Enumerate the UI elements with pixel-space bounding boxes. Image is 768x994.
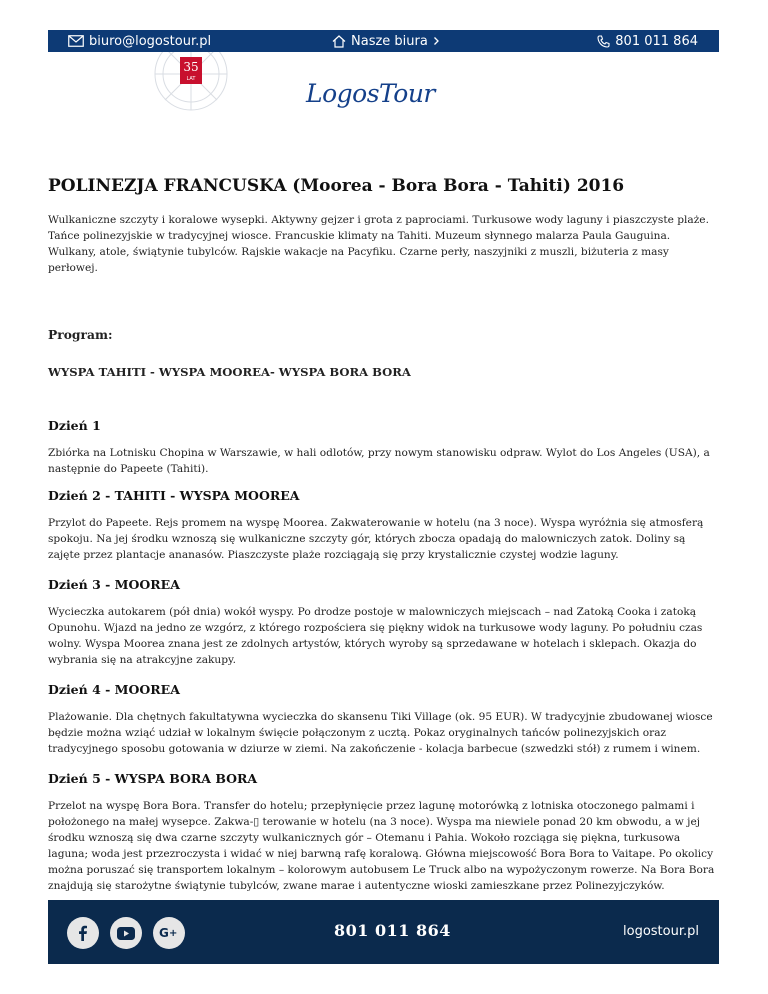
day-text: Plażowanie. Dla chętnych fakultatywna wycieczka do skansenu Tiki Village (ok. 95 EUR). W tradycyjnie zbudowanej wiosce będzie można wziąć udział w lokalnym święcie połączonym z ucztą. Pokaz oryginalnych tańców polinezyjskich oraz tradycyjnego sposobu gotowania w dziurze w ziemi. Na zakończenie - kolacja barbecue (szwedzki stół) z rumem i winem. bbox=[48, 711, 713, 755]
footer-phone[interactable]: 801 011 864 bbox=[334, 921, 451, 940]
intro-paragraph: Wulkaniczne szczyty i koralowe wysepki. Aktywny gejzer i grota z paprociami. Turkusowe wody laguny i piaszczyste plaże. Tańce polinezyjskie w tradycyjnej wiosce. Francuskie klimaty na Tahiti. Muzeum słynnego malarza Paula Gauguina. Wulkany, atole, świątynie tubylców. Rajskie wakacje na Pacyfiku. Czarne perły, naszyjniki z muszli, biżuteria z masy perłowej. bbox=[48, 214, 709, 274]
footer-bar bbox=[48, 900, 719, 964]
day-title: Dzień 3 - MOOREA bbox=[48, 577, 180, 592]
offices-text: Nasze biura bbox=[351, 33, 428, 49]
program-subtitle: WYSPA TAHITI - WYSPA MOOREA- WYSPA BORA BORA bbox=[48, 365, 411, 379]
email-text: biuro@logostour.pl bbox=[89, 33, 212, 49]
badge-number: 35 bbox=[183, 60, 199, 74]
facebook-icon[interactable] bbox=[67, 917, 99, 949]
day-section bbox=[48, 418, 720, 477]
day-text: Przylot do Papeete. Rejs promem na wyspę Moorea. Zakwaterowanie w hotelu (na 3 noce). Wyspa wyróżnia się atmosferą spokoju. Na jej środku wznoszą się wulkaniczne szczyty gór, których zbocza opadają do malowniczych zatok. Doliny są zajęte przez plantacje ananasów. Piaszczyste plaże rozciągają się przy krystalicznie czystej wodzie laguny. bbox=[48, 517, 704, 561]
page-title: POLINEZJA FRANCUSKA (Moorea - Bora Bora - Tahiti) 2016 bbox=[48, 176, 625, 196]
home-icon bbox=[332, 35, 346, 48]
logostour-logo[interactable] bbox=[302, 74, 435, 112]
day-section bbox=[48, 771, 720, 894]
youtube-icon[interactable] bbox=[110, 917, 142, 949]
email-link[interactable] bbox=[68, 34, 211, 49]
day-section bbox=[48, 577, 720, 668]
phone-link[interactable] bbox=[597, 34, 698, 49]
svg-text:G: G bbox=[159, 926, 169, 940]
footer-website-link[interactable]: logostour.pl bbox=[623, 924, 699, 939]
day-section bbox=[48, 682, 720, 757]
day-title: Dzień 1 bbox=[48, 418, 101, 433]
badge-label: LAT bbox=[186, 76, 196, 82]
day-title: Dzień 2 - TAHITI - WYSPA MOOREA bbox=[48, 488, 300, 503]
chevron-right-icon bbox=[433, 36, 440, 46]
google-plus-icon[interactable] bbox=[153, 917, 185, 949]
offices-link[interactable] bbox=[332, 34, 440, 49]
day-title: Dzień 5 - WYSPA BORA BORA bbox=[48, 771, 258, 786]
phone-icon bbox=[597, 35, 610, 48]
day-section bbox=[48, 488, 720, 563]
program-label: Program: bbox=[48, 327, 113, 342]
svg-text:+: + bbox=[169, 928, 178, 939]
day-text: Przelot na wyspę Bora Bora. Transfer do hotelu; przepłynięcie przez lagunę motorówką z lotniska otoczonego palmami i położonego na małej wysepce. Zakwa-▯ terowanie w hotelu (na 3 noce). Wyspa ma niewiele ponad 20 km obwodu, a w jej środku wznoszą się dwa czarne szczyty wulkanicznych gór – Otemanu i Pahia. Wokoło rozciąga się piękna, turkusowa laguna; woda jest przezroczysta i widać w niej barwną rafę koralową. Główna miejscowość Bora Bora to Vaitape. Po okolicy można poruszać się transportem lokalnym – kolorowym autobusem Le Truck albo na wypożyczonym rowerze. Na Bora Bora znajdują się starożytne świątynie tubylców, zwane marae i autentyczne wioski zamieszkane przez Polinezyjczyków. bbox=[48, 800, 715, 892]
day-text: Wycieczka autokarem (pół dnia) wokół wyspy. Po drodze postoje w malowniczych miejscach – nad Zatoką Cooka i zatoką Opunohu. Wjazd na jedno ze wzgórz, z którego rozpościera się piękny widok na turkusowe wody laguny. Po południu czas wolny. Wyspa Moorea znana jest ze zdolnych artystów, których wyroby są sprzedawane w hotelach i sklepach. Okazja do wybrania się na atrakcyjne zakupy. bbox=[48, 606, 703, 666]
top-contact-bar bbox=[48, 30, 719, 52]
day-title: Dzień 4 - MOOREA bbox=[48, 682, 180, 697]
logo-text: LogosTour bbox=[306, 78, 435, 108]
social-links bbox=[67, 917, 185, 949]
anniversary-badge bbox=[152, 52, 230, 112]
main-content bbox=[48, 176, 720, 908]
day-text: Zbiórka na Lotnisku Chopina w Warszawie, w hali odlotów, przy nowym stanowisku odpraw. Wylot do Los Angeles (USA), a następnie do Papeete (Tahiti). bbox=[48, 447, 710, 475]
phone-text: 801 011 864 bbox=[615, 33, 698, 49]
envelope-icon bbox=[68, 35, 84, 47]
